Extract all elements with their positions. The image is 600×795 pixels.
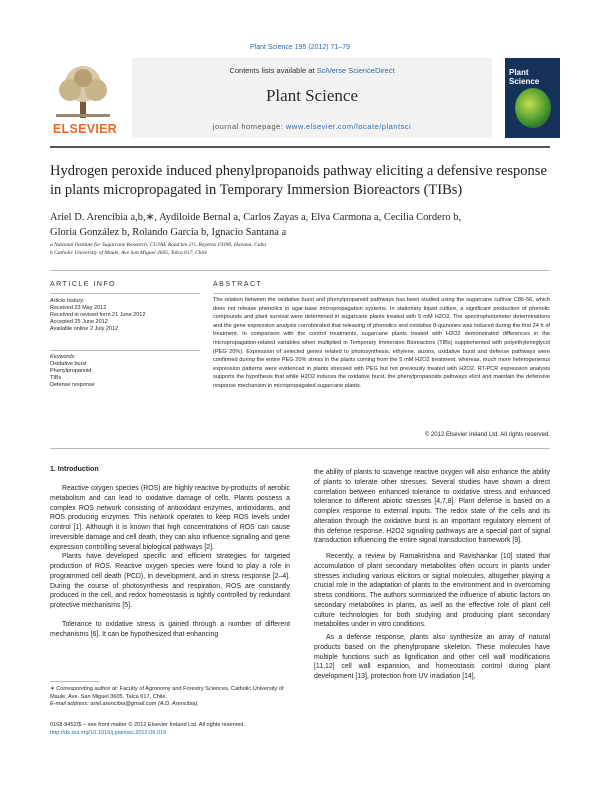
- received-date: Received 23 May 2012: [50, 305, 107, 311]
- affiliation-b: b Catholic University of Maule, Ave San Miguel 3605, Talca 617, Chile: [50, 250, 208, 256]
- elsevier-logo[interactable]: [40, 58, 130, 138]
- sciencedirect-link[interactable]: SciVerse ScienceDirect: [316, 66, 395, 75]
- keyword-item: Defense response: [50, 382, 95, 388]
- cover-image: [515, 88, 551, 128]
- publisher-name: ELSEVIER: [52, 122, 118, 136]
- section-title-introduction: 1. Introduction: [50, 466, 99, 473]
- email-address[interactable]: E-mail address: ariel.arencibia@gmail.com (A.D. Arencibia).: [50, 701, 199, 707]
- footnote-rule: [50, 681, 100, 682]
- contents-prefix: Contents lists available at: [229, 66, 317, 75]
- paragraph: Reactive oxygen species (ROS) are highly reactive by-products of aerobic metabolism and can lead to oxidative damage of cells. Plants possess a complex ROS network consisting of antioxidant enzymes, antioxidants, and ROS producing enzymes. This network operates to keep ROS levels under control [1]. Although it is known that high concentrations of ROS can cause irreversible damage and cell death, they can also influence signaling and gene expression controlling several biological pathways [2].: [50, 485, 290, 551]
- footnote: [50, 686, 300, 709]
- header-divider: [50, 146, 550, 148]
- keywords: [50, 354, 200, 389]
- homepage-line: [132, 122, 492, 131]
- homepage-prefix: journal homepage:: [212, 122, 286, 131]
- corresponding-author: ∗ Corresponding author at: Faculty of Agronomy and Forestry Sciences, Catholic University of Maule, Ave. San Miguel 3605, Talca 617, Chile.: [50, 686, 284, 700]
- journal-title: Plant Science: [265, 86, 359, 105]
- author-list: [50, 210, 550, 240]
- article-title: Hydrogen peroxide induced phenylpropanoids pathway eliciting a defensive response in plants micropropagated in Temporary Immersion Bioreactors (TIBs): [50, 163, 547, 198]
- paragraph: Plants have developed specific and efficient strategies for targeted production of ROS. Reactive oxygen species were found to play a role in programmed cell death (PCD), in development, and in stress response [2–4]. During the course of photosynthesis and respiration, ROS are constantly produced in the cell, and redox homeostasis is tightly controlled by redundant protective mechanisms [5].: [50, 553, 290, 609]
- keyword-item: Oxidative burst: [50, 361, 87, 367]
- publication-info: [50, 722, 350, 737]
- abstract-heading-rule: [213, 293, 550, 294]
- contents-line: [132, 66, 492, 75]
- left-column: [50, 484, 290, 639]
- paragraph: the ability of plants to scavenge reactive oxygen will also enhance the ability of plants to tolerate other stresses. Several studies have shown a direct correlation between enhanced tolerance to oxidative stress and enhanced tolerance to different abiotic stresses [4,7,8]. Plant defense is based on a complex response to external inputs. The redox state of the cells and its alteration through the oxidative burst is an important regulatory element of this defense response. H2O2 signaling pathways are a special part of signal transduction influencing the entire signal transduction framework [9].: [314, 469, 550, 545]
- journal-cover[interactable]: [505, 58, 560, 138]
- affiliation-a: a National Institute for Sugarcane Research, CUJAE Road km 2½, Boyeros 19390, Havana, Cuba: [50, 242, 266, 248]
- keywords-rule: [50, 350, 200, 351]
- article-info-heading: ARTICLE INFO: [50, 281, 117, 288]
- homepage-link[interactable]: www.elsevier.com/locate/plantsci: [286, 122, 412, 131]
- keyword-item: Phenylpropanoid: [50, 368, 92, 374]
- abstract-heading: ABSTRACT: [213, 281, 263, 288]
- history-label: Article history:: [50, 298, 85, 304]
- keywords-label: Keywords:: [50, 354, 76, 360]
- journal-banner: [132, 58, 492, 138]
- online-date: Available online 2 July 2012: [50, 326, 119, 332]
- authors-line-2: Gloria González b, Rolando García b, Ignacio Santana a: [50, 227, 287, 238]
- cover-title: Plant Science: [509, 68, 540, 86]
- journal-header: [40, 58, 560, 138]
- paragraph: Tolerance to oxidative stress is gained through a number of different mechanisms [6]. It can be hypothesized that enhancing: [50, 620, 290, 638]
- abstract-text: The relation between the oxidative burst and phenylpropanoid pathways has been studied using the sugarcane cultivar C86-56, which does not release phenolics in agar-base micropropagation systems. In stationary liquid culture, a significant production of phenolic compounds and plant survival were determined in sugarcane plants treated with 5 mM H2O2. The spectrophotometer determinations and the gene expression analysis corroborated that releasing of phenolics and oxidative θ-quinones was induced during the first 24 h of treatment. In comparison with the control treatments, sugarcane plants treated with H2O2 demonstrated differences in the micropropagation-related variables when multiplied in Temporary Immersion Bioreactors (TIBs) supplemented with polyethyleneglycol (PEG 20%). Expression of selected genes related to photosynthesis, ethylene, auxins, oxidative burst and defense pathways were confirmed during the entire PEG 20% stress in the plants coming from the 5 mM H2O2 treatment; whereas, much more heterogeneous expression patterns were evidenced in plants stressed with PEG but not previously treated with H2O2. RT-PCR expression analysis supports the hypothesis that while H2O2 induces the oxidative burst, the phenylpropanoids pathways elicit and maintain the defensive response mechanism in micropropagated sugarcane plants.: [213, 297, 550, 389]
- accepted-date: Accepted 25 June 2012: [50, 319, 108, 325]
- authors-line-1: Ariel D. Arencibia a,b,∗, Aydiloide Bernal a, Carlos Zayas a, Elva Carmona a, Cecilia Cordero b,: [50, 212, 462, 223]
- paragraph: As a defense response, plants also synthesize an array of natural products based on the phenylpropane skeleton. These molecules have multiple functions such as lignification and other cell wall modifications [11,12] cell wall expansion, and homeostasis control during plant development [13], protection from UV irradiation [14],: [314, 634, 550, 680]
- doi-link[interactable]: http://dx.doi.org/10.1016/j.plantsci.2012.06.016: [50, 729, 167, 736]
- keyword-item: TIBs: [50, 375, 62, 381]
- revised-date: Received in revised form 21 June 2012: [50, 312, 146, 318]
- abstract-divider: [50, 448, 550, 449]
- paragraph: Recently, a review by Ramakrishna and Ravishankar [10] stated that accumulation of plant secondary metabolites often occurs in plants under stresses including various elicitors or signal molecules, altogether playing a crucial role in the adaptation of plants to the environment and in overcoming stress conditions. The authors summarized the influence of abiotic factors on secondary metabolites in plants, as well as the effective role of plant cell culture technologies for both studying and producing plant secondary metabolites under in vitro conditions.: [314, 553, 550, 629]
- issn-line: 0168-9452/$ – see front matter © 2012 Elsevier Ireland Ltd. All rights reserved.: [50, 722, 246, 728]
- copyright-notice: © 2012 Elsevier Ireland Ltd. All rights reserved.: [424, 432, 550, 438]
- elsevier-tree-icon: [52, 64, 114, 120]
- article-history: [50, 298, 200, 333]
- info-heading-rule: [50, 293, 200, 294]
- info-divider-top: [50, 270, 550, 271]
- right-column: [314, 468, 550, 682]
- affiliations: [50, 241, 550, 257]
- journal-citation[interactable]: Plant Science 195 (2012) 71–79: [249, 44, 351, 51]
